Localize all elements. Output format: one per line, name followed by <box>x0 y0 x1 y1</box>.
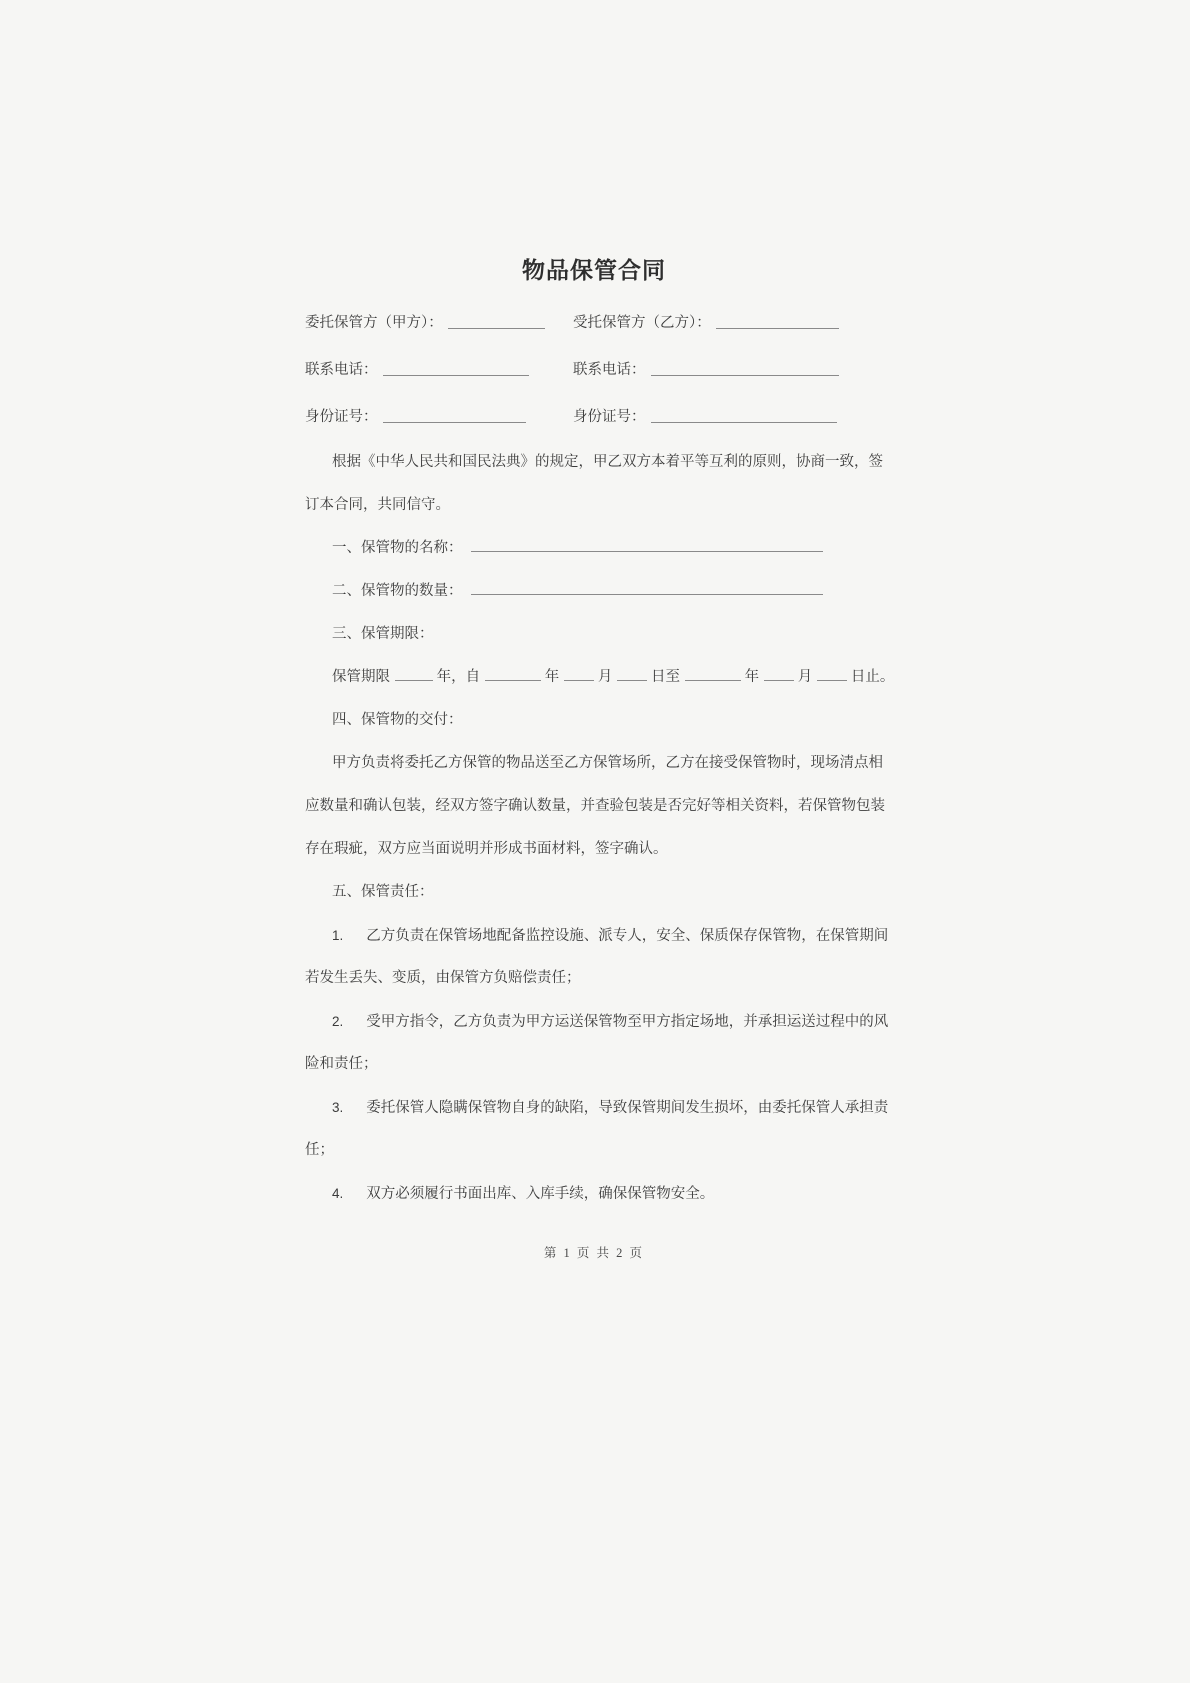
document-content <box>305 0 895 1261</box>
fill-in-line <box>471 537 823 552</box>
party-a-phone-label: 联系电话： <box>305 362 378 378</box>
clause-2-quantity-line <box>305 570 883 613</box>
item-number: 2. <box>332 1014 344 1029</box>
liability-item-3 <box>305 1086 889 1129</box>
item-number: 4. <box>332 1186 344 1201</box>
party-b-label: 受托保管方（乙方）： <box>573 315 711 331</box>
item-number: 3. <box>332 1100 344 1115</box>
party-a-label: 委托保管方（甲方）： <box>305 315 443 331</box>
fill-in-line <box>395 666 433 681</box>
clause-4-heading: 四、保管物的交付： <box>332 712 463 728</box>
term-segment: 年，自 <box>436 669 481 685</box>
party-b-phone-field <box>573 358 883 379</box>
liability-item-2-continued: 险和责任； <box>305 1056 378 1072</box>
party-a-id-field <box>305 405 573 426</box>
term-segment: 月 <box>597 669 613 685</box>
term-segment: 日止。 <box>850 669 895 685</box>
fill-in-line <box>716 314 839 329</box>
preamble-line: 订本合同，共同信守。 <box>305 497 450 513</box>
item-text: 委托保管人隐瞒保管物自身的缺陷，导致保管期间发生损坏，由委托保管人承担责 <box>366 1100 889 1116</box>
party-b-field <box>573 311 883 332</box>
party-fields <box>305 298 883 439</box>
preamble-line: 根据《中华人民共和国民法典》的规定，甲乙双方本着平等互利的原则，协商一致，签 <box>332 454 883 470</box>
fill-in-line <box>564 666 594 681</box>
item-text: 受甲方指令，乙方负责为甲方运送保管物至甲方指定场地，并承担运送过程中的风 <box>366 1014 889 1030</box>
fill-in-line <box>651 408 837 423</box>
liability-item-1-continued: 若发生丢失、变质，由保管方负赔偿责任； <box>305 970 581 986</box>
clause-3-heading: 三、保管期限： <box>332 626 434 642</box>
item-text: 双方必须履行书面出库、入库手续，确保保管物安全。 <box>366 1186 715 1202</box>
page-title: 物品保管合同 <box>522 258 666 283</box>
party-row <box>305 392 883 439</box>
clause-1-name-line <box>305 527 883 570</box>
fill-in-line <box>383 361 529 376</box>
party-a-phone-field <box>305 358 573 379</box>
fill-in-line <box>617 666 647 681</box>
page-footer: 第 1 页 共 2 页 <box>543 1246 645 1260</box>
liability-item-1 <box>305 914 889 957</box>
clause-2-label: 二、保管物的数量： <box>332 583 463 599</box>
fill-in-line <box>485 666 541 681</box>
contract-body <box>305 441 895 1261</box>
fill-in-line <box>383 408 526 423</box>
storage-term-line <box>305 656 895 699</box>
fill-in-line <box>685 666 741 681</box>
party-row <box>305 298 883 345</box>
party-b-phone-label: 联系电话： <box>573 362 646 378</box>
fill-in-line <box>651 361 839 376</box>
fill-in-line <box>817 666 847 681</box>
party-a-field <box>305 311 573 332</box>
clause-4-text-line: 应数量和确认包装，经双方签字确认数量，并查验包装是否完好等相关资料，若保管物包装 <box>305 798 885 814</box>
item-text: 乙方负责在保管场地配备监控设施、派专人，安全、保质保存保管物，在保管期间 <box>366 928 889 944</box>
clause-1-label: 一、保管物的名称： <box>332 540 463 556</box>
clause-5-heading: 五、保管责任： <box>332 884 434 900</box>
clause-4-text-line: 存在瑕疵，双方应当面说明并形成书面材料，签字确认。 <box>305 841 668 857</box>
liability-item-4 <box>305 1172 883 1215</box>
party-row <box>305 345 883 392</box>
fill-in-line <box>471 580 823 595</box>
term-segment: 年 <box>744 669 760 685</box>
fill-in-line <box>764 666 794 681</box>
liability-item-3-continued: 任； <box>305 1142 334 1158</box>
term-segment: 月 <box>797 669 813 685</box>
party-b-id-field <box>573 405 883 426</box>
term-segment: 保管期限 <box>332 669 390 685</box>
term-segment: 年 <box>544 669 560 685</box>
liability-item-2 <box>305 1000 889 1043</box>
clause-4-text-line: 甲方负责将委托乙方保管的物品送至乙方保管场所，乙方在接受保管物时，现场清点相 <box>332 755 883 771</box>
term-segment: 日至 <box>651 669 680 685</box>
party-a-id-label: 身份证号： <box>305 409 378 425</box>
fill-in-line <box>448 314 545 329</box>
party-b-id-label: 身份证号： <box>573 409 646 425</box>
item-number: 1. <box>332 928 344 943</box>
